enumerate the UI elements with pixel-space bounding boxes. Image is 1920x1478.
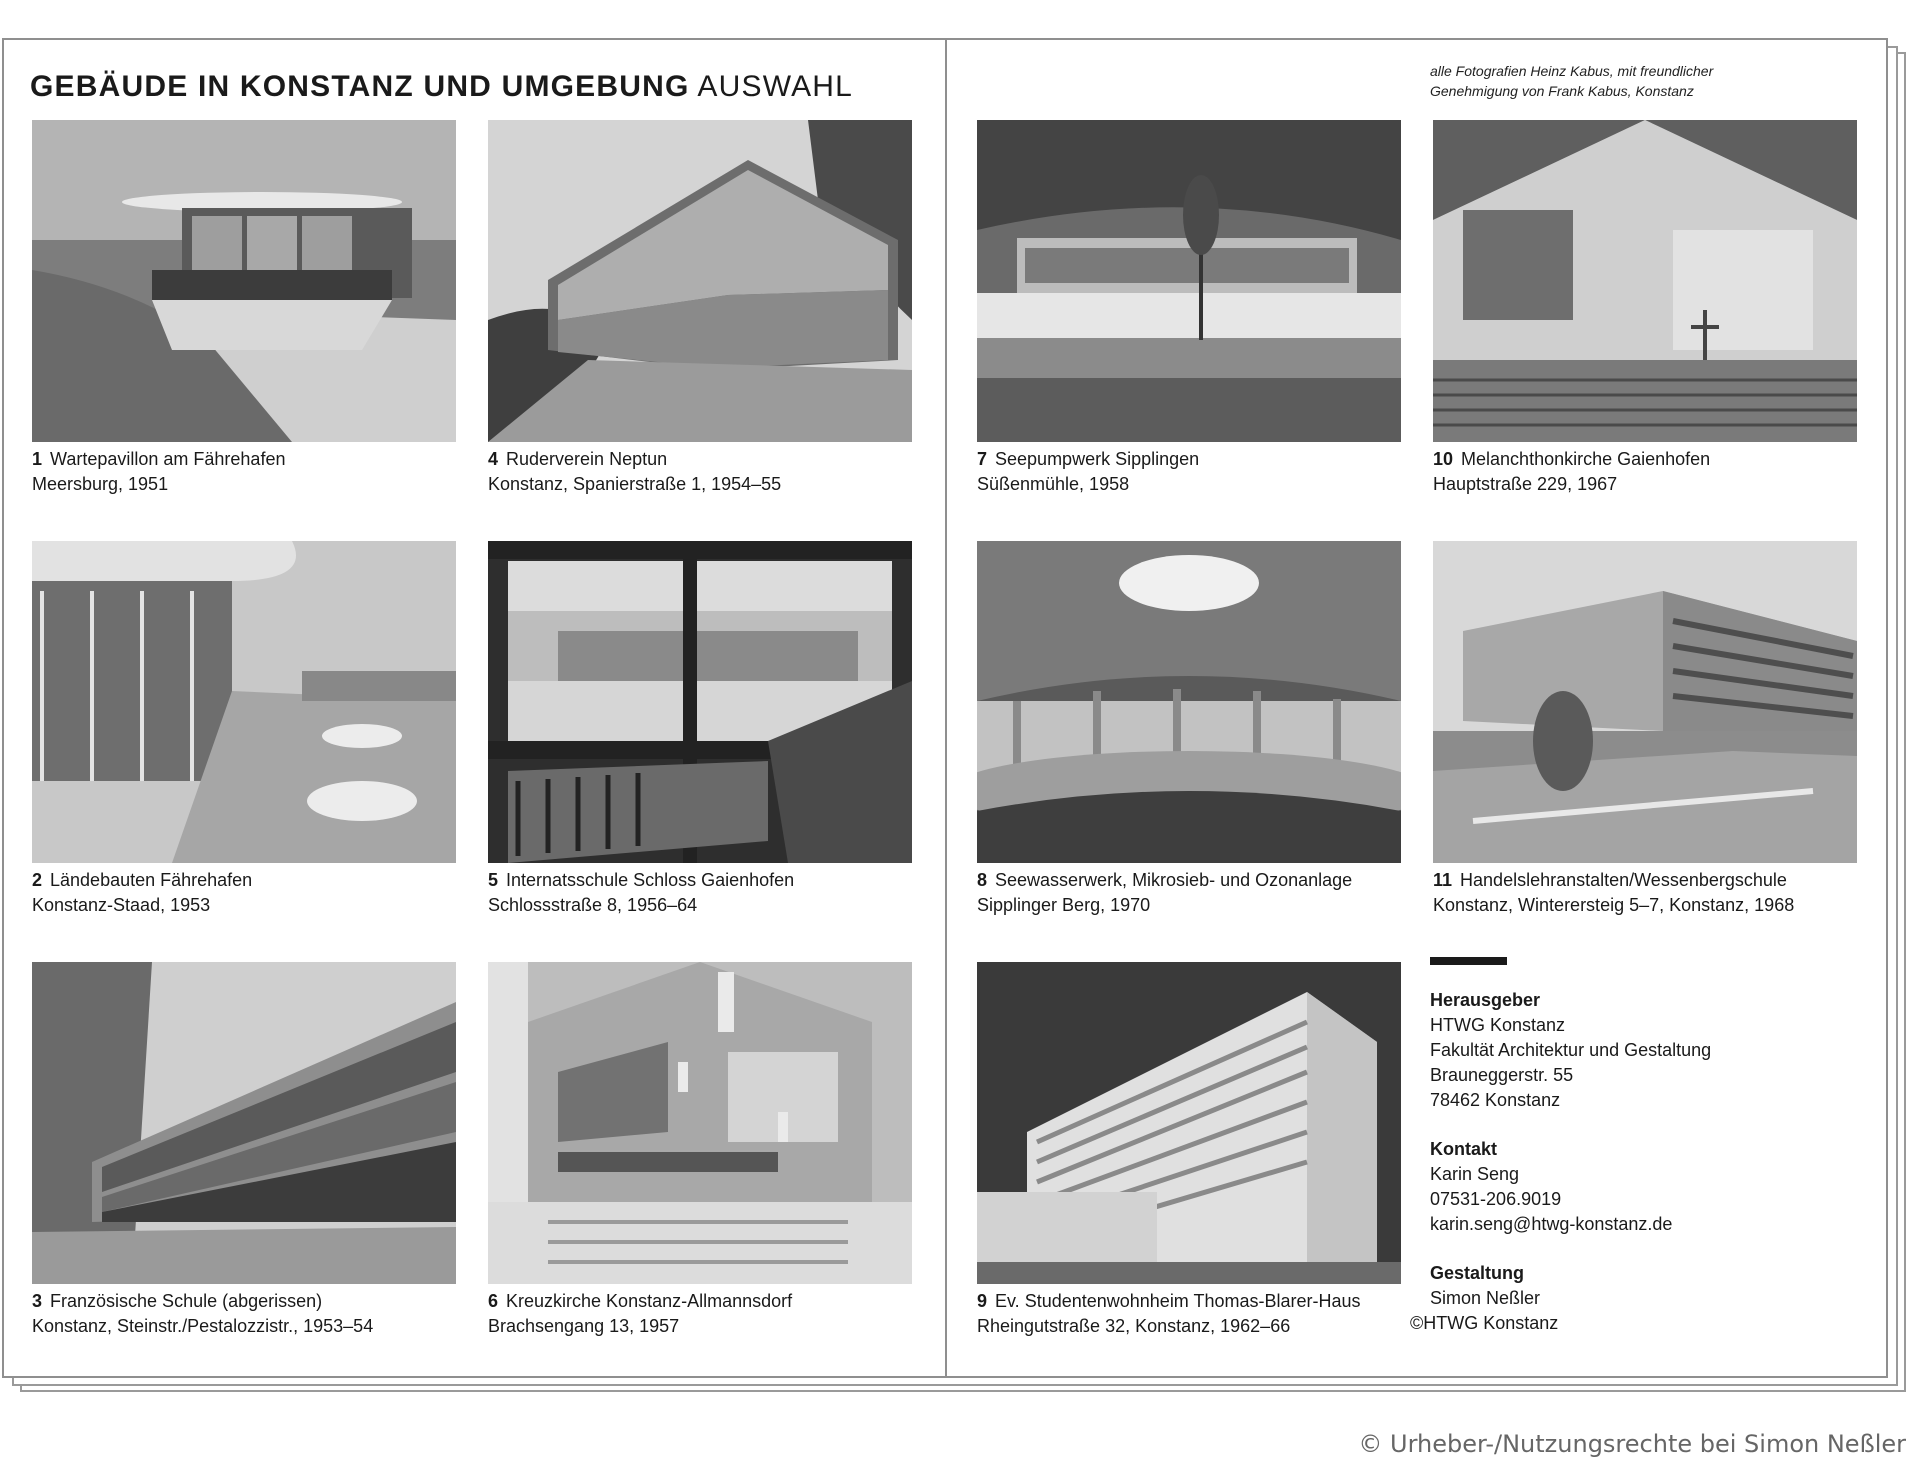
building-number: 11 <box>1433 870 1453 890</box>
photo-credit <box>1430 61 1870 101</box>
photo-franzoesische-schule <box>32 962 456 1284</box>
building-name: Seewasserwerk, Mikrosieb- und Ozonanlage <box>995 870 1353 890</box>
building-card-11[interactable] <box>1433 541 1857 918</box>
building-card-5[interactable] <box>488 541 912 918</box>
credit-line-2: Genehmigung von Frank Kabus, Konstanz <box>1430 83 1694 99</box>
building-number: 1 <box>32 449 43 469</box>
imprint <box>1410 957 1870 1336</box>
photo-wartepavillon <box>32 120 456 442</box>
building-detail: Süßenmühle, 1958 <box>977 474 1130 494</box>
publisher-line: 78462 Konstanz <box>1430 1090 1561 1110</box>
building-card-8[interactable] <box>977 541 1401 918</box>
building-name: Ruderverein Neptun <box>506 449 668 469</box>
publisher-line: HTWG Konstanz <box>1430 1015 1566 1035</box>
photo-studentenwohnheim <box>977 962 1401 1284</box>
imprint-rule <box>1430 957 1507 965</box>
center-fold <box>945 40 947 1376</box>
building-detail: Konstanz, Steinstr./Pestalozzistr., 1953–54 <box>32 1316 374 1336</box>
building-card-2[interactable] <box>32 541 456 918</box>
photo-internatsschule <box>488 541 912 863</box>
building-detail: Schlossstraße 8, 1956–64 <box>488 895 698 915</box>
building-name: Ev. Studentenwohnheim Thomas-Blarer-Haus <box>995 1291 1361 1311</box>
building-name: Handelslehranstalten/Wessenbergschule <box>1460 870 1787 890</box>
building-number: 6 <box>488 1291 499 1311</box>
building-detail: Rheingutstraße 32, Konstanz, 1962–66 <box>977 1316 1291 1336</box>
building-name: Melanchthonkirche Gaienhofen <box>1461 449 1711 469</box>
building-number: 8 <box>977 870 988 890</box>
design-heading: Gestaltung <box>1430 1263 1525 1283</box>
building-card-1[interactable] <box>32 120 456 497</box>
contact-name: Karin Seng <box>1430 1164 1520 1184</box>
photo-seewasserwerk <box>977 541 1401 863</box>
photo-kreuzkirche <box>488 962 912 1284</box>
copyright-note: ©HTWG Konstanz <box>1410 1313 1559 1333</box>
building-card-3[interactable] <box>32 962 456 1339</box>
contact-phone[interactable]: 07531-206.9019 <box>1430 1189 1562 1209</box>
building-detail: Konstanz, Spanierstraße 1, 1954–55 <box>488 474 782 494</box>
publisher-heading: Herausgeber <box>1430 990 1541 1010</box>
building-card-9[interactable] <box>977 962 1401 1339</box>
building-number: 3 <box>32 1291 43 1311</box>
photo-ruderverein <box>488 120 912 442</box>
photo-laendebauten <box>32 541 456 863</box>
building-name: Kreuzkirche Konstanz-Allmannsdorf <box>506 1291 793 1311</box>
building-name: Wartepavillon am Fährehafen <box>50 449 286 469</box>
building-card-4[interactable] <box>488 120 912 497</box>
building-number: 5 <box>488 870 499 890</box>
credit-line-1: alle Fotografien Heinz Kabus, mit freundlicher <box>1430 63 1714 79</box>
title-sub: AUSWAHL <box>697 70 854 103</box>
building-number: 9 <box>977 1291 988 1311</box>
building-detail: Hauptstraße 229, 1967 <box>1433 474 1618 494</box>
publisher-line: Brauneggerstr. 55 <box>1430 1065 1574 1085</box>
building-detail: Brachsengang 13, 1957 <box>488 1316 680 1336</box>
building-number: 2 <box>32 870 43 890</box>
building-detail: Konstanz, Winterersteig 5–7, Konstanz, 1968 <box>1433 895 1795 915</box>
building-name: Ländebauten Fährehafen <box>50 870 253 890</box>
building-name: Internatsschule Schloss Gaienhofen <box>506 870 795 890</box>
photo-handelslehranstalten <box>1433 541 1857 863</box>
contact-heading: Kontakt <box>1430 1139 1497 1159</box>
title-bold: GEBÄUDE IN KONSTANZ UND UMGEBUNG <box>30 70 690 103</box>
building-number: 7 <box>977 449 988 469</box>
page-title <box>30 70 853 104</box>
rights-footer: © Urheber-/Nutzungsrechte bei Simon Neßler <box>1358 1430 1906 1458</box>
building-card-10[interactable] <box>1433 120 1857 497</box>
building-detail: Konstanz-Staad, 1953 <box>32 895 211 915</box>
building-card-7[interactable] <box>977 120 1401 497</box>
building-number: 10 <box>1433 449 1454 469</box>
photo-melanchthonkirche <box>1433 120 1857 442</box>
building-number: 4 <box>488 449 499 469</box>
designer-name: Simon Neßler <box>1430 1288 1541 1308</box>
photo-seepumpwerk <box>977 120 1401 442</box>
publisher-line: Fakultät Architektur und Gestaltung <box>1430 1040 1712 1060</box>
contact-email[interactable]: karin.seng@htwg-konstanz.de <box>1430 1214 1673 1234</box>
building-name: Seepumpwerk Sipplingen <box>995 449 1200 469</box>
building-name: Französische Schule (abgerissen) <box>50 1291 323 1311</box>
building-detail: Sipplinger Berg, 1970 <box>977 895 1151 915</box>
building-card-6[interactable] <box>488 962 912 1339</box>
building-detail: Meersburg, 1951 <box>32 474 169 494</box>
